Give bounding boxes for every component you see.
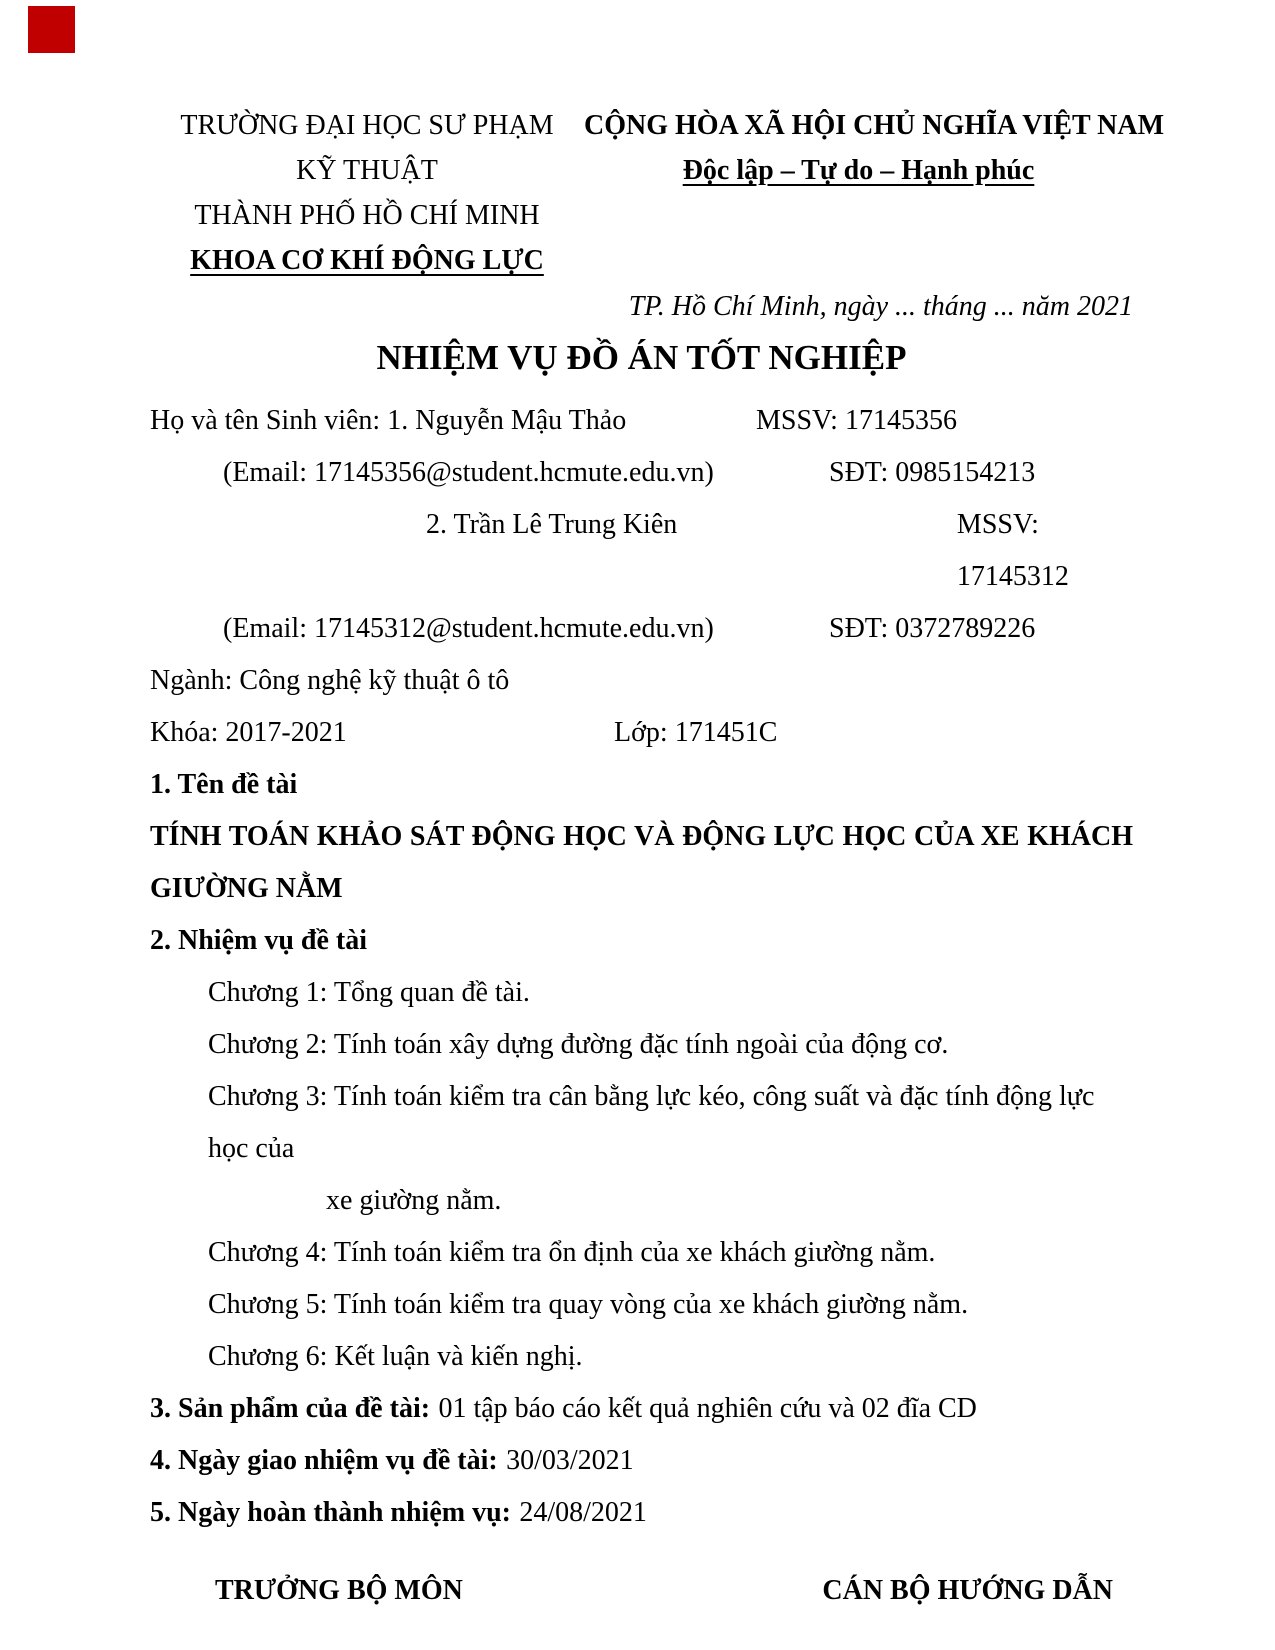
section1-heading: 1. Tên đề tài [150,769,298,800]
faculty-name-line [150,238,584,283]
cohort: Khóa: 2017-2021 [150,717,347,748]
section3-label: 3. Sản phẩm của đề tài: [150,1393,431,1424]
department-head-title: TRƯỞNG BỘ MÔN [215,1575,463,1606]
national-header-block [584,103,1165,283]
red-marker [28,6,75,53]
student2-email-row [150,603,1133,655]
section5-label: 5. Ngày hoàn thành nhiệm vụ: [150,1497,511,1528]
section2-heading: 2. Nhiệm vụ đề tài [150,925,367,956]
student1-phone: SĐT: 0985154213 [829,457,1036,488]
student2-name: 2. Trần Lê Trung Kiên [426,509,678,540]
supervisor-title: CÁN BỘ HƯỚNG DẪN [822,1575,1113,1606]
motto-line [584,148,1133,193]
student1-name-row [150,395,1133,447]
signature-row [150,1567,1133,1615]
document-header [150,103,1165,283]
chapter-5: Chương 5: Tính toán kiểm tra quay vòng của xe khách giường nằm. [208,1289,969,1320]
section4-line [150,1435,1133,1487]
section4-value: 30/03/2021 [506,1445,634,1476]
university-name-line1: TRƯỜNG ĐẠI HỌC SƯ PHẠM [180,110,554,141]
motto: Độc lập – Tự do – Hạnh phúc [682,155,1035,186]
faculty-name: KHOA CƠ KHÍ ĐỘNG LỰC [190,245,544,276]
national-title: CỘNG HÒA XÃ HỘI CHỦ NGHĨA VIỆT NAM [584,110,1165,141]
student1-name: Họ và tên Sinh viên: 1. Nguyễn Mậu Thảo [150,405,627,436]
chapter-3-continued: xe giường nằm. [326,1185,502,1216]
chapter-4: Chương 4: Tính toán kiểm tra ổn định của xe khách giường nằm. [208,1237,936,1268]
university-name-line3: THÀNH PHỐ HỒ CHÍ MINH [194,200,540,231]
chapter-1: Chương 1: Tổng quan đề tài. [208,977,530,1008]
student1-email-row [150,447,1133,499]
class: Lớp: 171451C [614,717,778,748]
dateline: TP. Hồ Chí Minh, ngày ... tháng ... năm 2021 [628,291,1133,322]
student2-name-row [150,499,1133,603]
student1-id: MSSV: 17145356 [756,405,957,436]
section4-label: 4. Ngày giao nhiệm vụ đề tài: [150,1445,498,1476]
section3-value: 01 tập báo cáo kết quả nghiên cứu và 02 đĩa CD [438,1393,977,1424]
document-body [150,395,1133,1615]
chapter-2: Chương 2: Tính toán xây dựng đường đặc tính ngoài của động cơ. [208,1029,949,1060]
topic-line1: TÍNH TOÁN KHẢO SÁT ĐỘNG HỌC VÀ ĐỘNG LỰC HỌC CỦA XE KHÁCH [150,821,1133,852]
student2-id: MSSV: 17145312 [956,509,1069,592]
page-title: NHIỆM VỤ ĐỒ ÁN TỐT NGHIỆP [376,338,907,377]
student2-email: (Email: 17145312@student.hcmute.edu.vn) [223,613,714,644]
section3-line [150,1383,1133,1435]
chapter-6: Chương 6: Kết luận và kiến nghị. [208,1341,583,1372]
student2-phone: SĐT: 0372789226 [829,613,1036,644]
major-line: Ngành: Công nghệ kỹ thuật ô tô [150,665,510,696]
chapter-3: Chương 3: Tính toán kiểm tra cân bằng lực kéo, công suất và đặc tính động lực học của [208,1081,1095,1164]
section5-line [150,1487,1133,1539]
topic-line2: GIƯỜNG NẰM [150,873,343,904]
university-name-line2: KỸ THUẬT [296,155,438,186]
student1-email: (Email: 17145356@student.hcmute.edu.vn) [223,457,714,488]
university-block [150,103,584,283]
section5-value: 24/08/2021 [519,1497,647,1528]
cohort-class-row [150,707,1133,759]
